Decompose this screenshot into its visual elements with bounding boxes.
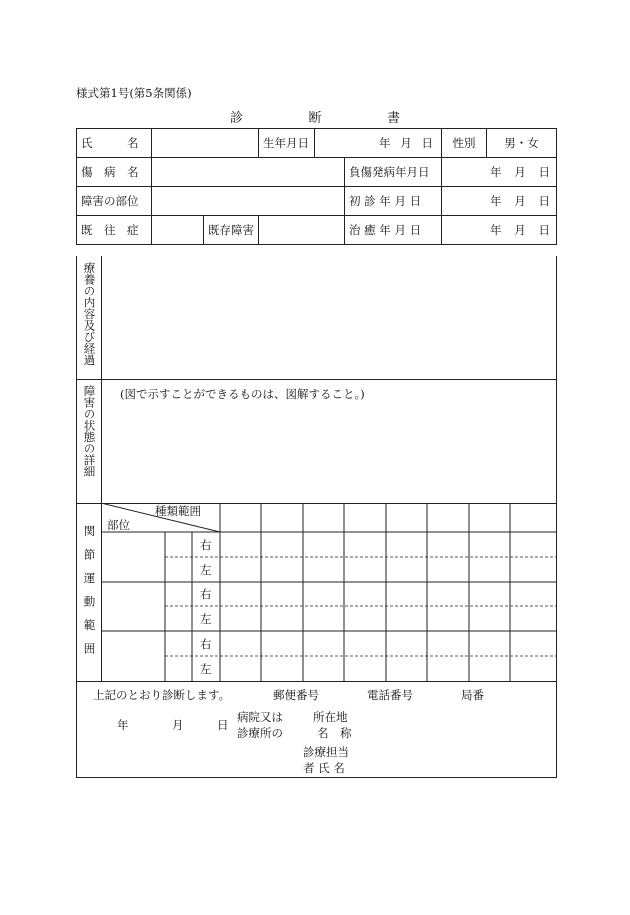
history-field[interactable] [152, 216, 204, 245]
month-unit: 月 [514, 223, 526, 237]
year-unit: 年 [490, 223, 502, 237]
doctor-label-2: 者 氏 名 [303, 761, 345, 775]
exchange-label: 局番 [461, 688, 484, 702]
site-header-label: 部位 [107, 518, 130, 532]
day-unit: 日 [538, 194, 551, 208]
left-label: 左 [200, 563, 212, 577]
title-char: 書 [386, 111, 400, 126]
form-number: 様式第1号(第5条関係) [76, 86, 192, 100]
site-field[interactable] [152, 187, 345, 216]
site-label: 障害の部位 [77, 187, 152, 216]
name-label: 氏 名 [77, 129, 152, 158]
year-unit: 年 [379, 136, 391, 150]
disability-field[interactable] [102, 379, 556, 503]
title-char: 診 [230, 111, 244, 126]
header-table [76, 128, 557, 245]
cure-label: 治 癒 年 月 日 [345, 216, 442, 245]
phone-label: 電話番号 [367, 688, 413, 702]
treatment-section [76, 256, 557, 380]
first-visit-field[interactable] [442, 187, 557, 216]
title-char: 断 [308, 111, 322, 126]
day-unit: 日 [538, 165, 551, 179]
sex-field[interactable]: 男・女 [487, 129, 557, 158]
year-unit: 年 [490, 165, 502, 179]
rom-label: 関節運動範囲 [82, 525, 97, 666]
year-unit: 年 [490, 194, 502, 208]
document-title [230, 107, 400, 126]
certification-section [76, 681, 557, 778]
sex-label: 性別 [442, 129, 487, 158]
onset-label: 負傷発病年月日 [345, 158, 442, 187]
rom-section [76, 503, 557, 682]
month-unit: 月 [514, 165, 526, 179]
day-unit: 日 [538, 223, 551, 237]
right-label: 右 [200, 637, 212, 651]
disability-section [76, 379, 557, 504]
statement: 上記のとおり診断します。 [93, 688, 231, 702]
treatment-field[interactable] [102, 256, 556, 379]
injury-field[interactable] [152, 158, 345, 187]
birth-label: 生年月日 [259, 129, 315, 158]
existing-label: 既存障害 [204, 216, 259, 245]
first-visit-label: 初 診 年 月 日 [345, 187, 442, 216]
day-unit: 日 [217, 718, 229, 732]
location-label: 所在地 [313, 710, 348, 724]
doctor-label-1: 診療担当 [303, 745, 349, 759]
hospital-label-2: 診療所の [237, 726, 283, 740]
day-unit: 日 [421, 136, 433, 150]
rom-grid [77, 503, 556, 681]
postal-label: 郵便番号 [273, 688, 319, 702]
disability-note: (図で示すことができるものは、図解すること。) [120, 387, 365, 401]
history-label: 既 往 症 [77, 216, 152, 245]
right-label: 右 [200, 587, 212, 601]
year-unit: 年 [117, 718, 129, 732]
injury-label: 傷 病 名 [77, 158, 152, 187]
doctor-name-field[interactable] [367, 743, 547, 773]
existing-field[interactable] [259, 216, 345, 245]
month-unit: 月 [172, 718, 184, 732]
left-label: 左 [200, 612, 212, 626]
left-label: 左 [200, 662, 212, 676]
type-range-label: 種類範囲 [155, 504, 201, 518]
month-unit: 月 [400, 136, 412, 150]
hospital-label-1: 病院又は [237, 710, 283, 724]
cure-field[interactable] [442, 216, 557, 245]
treatment-label: 療養の内容及び経過 [82, 262, 97, 366]
location-field[interactable] [367, 707, 547, 741]
name-field[interactable] [152, 129, 259, 158]
birth-field[interactable] [315, 129, 442, 158]
right-label: 右 [200, 538, 212, 552]
month-unit: 月 [514, 194, 526, 208]
onset-field[interactable] [442, 158, 557, 187]
disability-label: 障害の状態の詳細 [82, 385, 97, 477]
facility-name-label: 名 称 [317, 726, 352, 740]
